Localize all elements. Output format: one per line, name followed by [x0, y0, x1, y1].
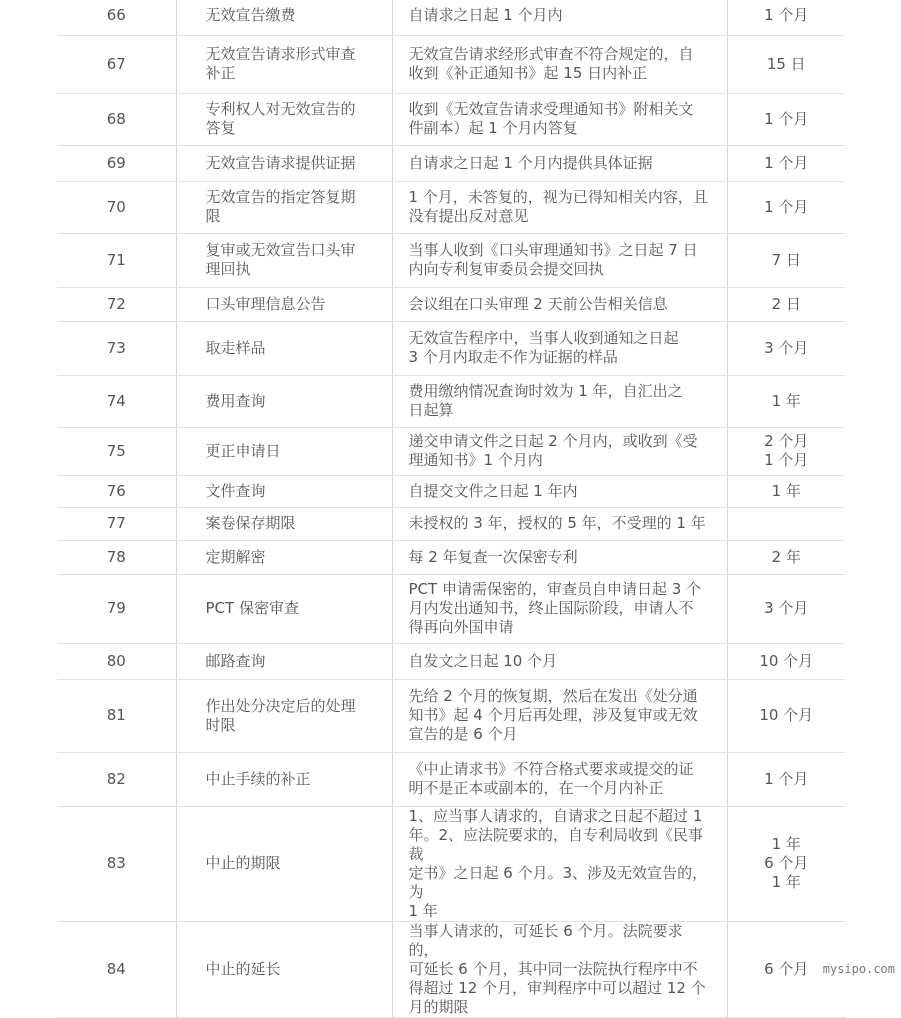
row-number: 81: [106, 706, 126, 724]
table-row: [57, 540, 845, 574]
row-description: PCT 申请需保密的，审查员自申请日起 3 个 月内发出通知书，终止国际阶段，申请人不 得再向外国申请: [408, 580, 702, 636]
row-description-cell: [392, 643, 727, 679]
row-number-cell: [57, 233, 176, 287]
row-number: 84: [106, 959, 126, 978]
row-time-limit-cell: [727, 287, 845, 321]
row-item: 无效宣告请求提供证据: [205, 153, 356, 172]
row-item: 文件查询: [205, 481, 266, 500]
row-item-cell: [176, 181, 392, 233]
row-number: 73: [106, 338, 126, 357]
row-number: 77: [106, 514, 126, 532]
row-description-cell: [392, 540, 727, 574]
watermark: mysipo.com: [822, 962, 895, 976]
row-description: 收到《无效宣告请求受理通知书》附相关文 件副本）起 1 个月内答复: [408, 100, 694, 137]
table-row: [57, 145, 845, 181]
row-item: 中止手续的补正: [205, 769, 311, 788]
table-row: [57, 921, 845, 1017]
row-item-cell: [176, 287, 392, 321]
row-description: 无效宣告程序中，当事人收到通知之日起 3 个月内取走不作为证据的样品: [408, 329, 679, 366]
row-item: 复审或无效宣告口头审 理回执: [205, 241, 356, 278]
row-item: 案卷保存期限: [205, 514, 296, 532]
row-time-limit-cell: [727, 475, 845, 507]
row-description: 会议组在口头审理 2 天前公告相关信息: [408, 294, 668, 313]
table-row: [57, 233, 845, 287]
row-time-limit-cell: [727, 181, 845, 233]
row-number-cell: [57, 574, 176, 643]
row-time-limit-cell: [727, 375, 845, 427]
table-body: [57, 0, 845, 1017]
row-item: 无效宣告缴费: [205, 5, 296, 24]
row-item-cell: [176, 233, 392, 287]
table-row: [57, 574, 845, 643]
row-time-limit-cell: [727, 427, 845, 475]
row-time-limit: 1 个月: [764, 5, 809, 24]
row-description-cell: [392, 507, 727, 540]
row-time-limit-cell: [727, 540, 845, 574]
row-description-cell: [392, 475, 727, 507]
table-row: [57, 35, 845, 93]
row-number-cell: [57, 287, 176, 321]
row-time-limit: 1 个月: [764, 153, 809, 172]
row-item-cell: [176, 475, 392, 507]
row-description-cell: [392, 752, 727, 806]
row-item: 定期解密: [205, 547, 266, 566]
row-number-cell: [57, 0, 176, 35]
row-time-limit: 1 年 6 个月 1 年: [764, 835, 809, 891]
row-time-limit-cell: [727, 752, 845, 806]
row-description: 1、应当事人请求的，自请求之日起不超过 1 年。2、应法院要求的，自专利局收到《民事裁 定书》之日起 6 个月。3、涉及无效宣告的，为 1 年: [408, 806, 708, 920]
row-description-cell: [392, 181, 727, 233]
row-description-cell: [392, 287, 727, 321]
row-item: 取走样品: [205, 338, 266, 357]
row-number: 78: [106, 547, 126, 566]
row-item: 中止的延长: [205, 959, 281, 978]
row-description-cell: [392, 233, 727, 287]
table-row: [57, 181, 845, 233]
row-description: 1 个月，未答复的，视为已得知相关内容，且 没有提出反对意见: [408, 188, 708, 225]
table-row: [57, 321, 845, 375]
row-description: 《中止请求书》不符合格式要求或提交的证 明不是正本或副本的，在一个月内补正: [408, 760, 694, 797]
row-time-limit-cell: [727, 233, 845, 287]
row-number-cell: [57, 475, 176, 507]
row-time-limit: 1 个月: [764, 769, 809, 788]
row-number-cell: [57, 427, 176, 475]
row-number-cell: [57, 679, 176, 752]
row-description-cell: [392, 921, 727, 1017]
row-description-cell: [392, 375, 727, 427]
table-row: [57, 643, 845, 679]
row-description-cell: [392, 93, 727, 145]
row-description: 自请求之日起 1 个月内提供具体证据: [408, 153, 653, 172]
row-time-limit-cell: [727, 35, 845, 93]
row-time-limit-cell: [727, 643, 845, 679]
table-row: [57, 375, 845, 427]
row-number-cell: [57, 145, 176, 181]
row-item: 作出处分决定后的处理 时限: [205, 696, 356, 734]
row-number: 67: [106, 54, 126, 73]
row-description-cell: [392, 427, 727, 475]
row-number-cell: [57, 35, 176, 93]
row-number: 66: [106, 5, 126, 24]
row-item-cell: [176, 375, 392, 427]
row-description-cell: [392, 0, 727, 35]
row-item-cell: [176, 507, 392, 540]
row-description-cell: [392, 574, 727, 643]
row-number-cell: [57, 752, 176, 806]
table-row: [57, 752, 845, 806]
row-item-cell: [176, 321, 392, 375]
row-description: 当事人请求的，可延长 6 个月。法院要求的， 可延长 6 个月，其中同一法院执行程序中不 得超过 12 个月，审判程序中可以超过 12 个 月的期限: [408, 921, 706, 1016]
row-number-cell: [57, 93, 176, 145]
row-description: 递交申请文件之日起 2 个月内，或收到《受 理通知书》1 个月内: [408, 432, 698, 469]
row-number: 76: [106, 481, 126, 500]
row-time-limit-cell: [727, 507, 845, 540]
row-time-limit: 2 年: [771, 547, 801, 566]
row-item: 费用查询: [205, 391, 266, 410]
row-number-cell: [57, 507, 176, 540]
row-number-cell: [57, 643, 176, 679]
row-item-cell: [176, 540, 392, 574]
row-description: 无效宣告请求经形式审查不符合规定的，自 收到《补正通知书》起 15 日内补正: [408, 45, 694, 82]
row-description-cell: [392, 321, 727, 375]
row-description: 每 2 年复查一次保密专利: [408, 547, 578, 566]
row-time-limit: 6 个月: [764, 959, 809, 978]
row-number: 82: [106, 769, 126, 788]
row-number: 69: [106, 153, 126, 172]
row-item-cell: [176, 574, 392, 643]
row-number-cell: [57, 540, 176, 574]
row-description-cell: [392, 145, 727, 181]
row-time-limit: 15 日: [766, 54, 806, 73]
row-item-cell: [176, 752, 392, 806]
row-number-cell: [57, 375, 176, 427]
row-time-limit: 2 日: [771, 294, 801, 313]
row-description: 当事人收到《口头审理通知书》之日起 7 日 内向专利复审委员会提交回执: [408, 241, 698, 278]
row-item: PCT 保密审查: [205, 599, 299, 617]
row-time-limit-cell: [727, 93, 845, 145]
table-row: [57, 427, 845, 475]
table-row: [57, 806, 845, 921]
row-number: 79: [106, 599, 126, 617]
row-description: 自请求之日起 1 个月内: [408, 5, 563, 24]
table-row: [57, 93, 845, 145]
table-row: [57, 0, 845, 35]
row-number: 70: [106, 197, 126, 216]
row-number: 71: [106, 250, 126, 269]
row-description: 先给 2 个月的恢复期，然后在发出《处分通 知书》起 4 个月后再处理，涉及复审或无效 宣告的是 6 个月: [408, 687, 698, 743]
row-time-limit-cell: [727, 321, 845, 375]
row-time-limit-cell: [727, 145, 845, 181]
row-item-cell: [176, 921, 392, 1017]
row-time-limit: 7 日: [771, 250, 801, 269]
row-item: 邮路查询: [205, 651, 266, 670]
row-item-cell: [176, 35, 392, 93]
row-time-limit-cell: [727, 806, 845, 921]
row-description: 未授权的 3 年，授权的 5 年，不受理的 1 年: [408, 514, 706, 532]
row-time-limit: 1 个月: [764, 197, 809, 216]
row-time-limit: 2 个月 1 个月: [764, 432, 809, 469]
row-item-cell: [176, 93, 392, 145]
row-item: 口头审理信息公告: [205, 294, 326, 313]
row-time-limit: 1 年: [771, 481, 801, 500]
row-item: 无效宣告的指定答复期 限: [205, 188, 356, 225]
row-description: 自发文之日起 10 个月: [408, 651, 558, 670]
row-number: 83: [106, 854, 126, 872]
row-time-limit-cell: [727, 0, 845, 35]
row-number-cell: [57, 181, 176, 233]
table-row: [57, 475, 845, 507]
row-number: 74: [106, 391, 126, 410]
row-time-limit: 3 个月: [764, 338, 809, 357]
row-time-limit: 10 个月: [759, 706, 814, 724]
row-item: 中止的期限: [205, 854, 281, 872]
row-number-cell: [57, 921, 176, 1017]
row-description: 费用缴纳情况查询时效为 1 年，自汇出之 日起算: [408, 382, 683, 419]
row-description: 自提交文件之日起 1 年内: [408, 481, 578, 500]
row-item-cell: [176, 806, 392, 921]
row-number: 72: [106, 294, 126, 313]
row-item: 专利权人对无效宣告的 答复: [205, 100, 356, 137]
row-number: 75: [106, 441, 126, 460]
row-description-cell: [392, 35, 727, 93]
table-row: [57, 507, 845, 540]
row-item: 无效宣告请求形式审查 补正: [205, 45, 356, 82]
row-item-cell: [176, 679, 392, 752]
row-time-limit-cell: [727, 574, 845, 643]
row-time-limit: 1 年: [771, 391, 801, 410]
row-item-cell: [176, 0, 392, 35]
row-time-limit: 10 个月: [759, 651, 814, 670]
row-time-limit: 3 个月: [764, 599, 809, 617]
row-item-cell: [176, 145, 392, 181]
row-item: 更正申请日: [205, 441, 281, 460]
row-item-cell: [176, 427, 392, 475]
row-time-limit-cell: [727, 679, 845, 752]
row-number: 68: [106, 109, 126, 128]
row-description-cell: [392, 806, 727, 921]
table-row: [57, 287, 845, 321]
row-number: 80: [106, 651, 126, 670]
row-number-cell: [57, 806, 176, 921]
time-limit-table: [57, 0, 845, 1018]
row-description-cell: [392, 679, 727, 752]
row-item-cell: [176, 643, 392, 679]
table-row: [57, 679, 845, 752]
row-number-cell: [57, 321, 176, 375]
row-time-limit: 1 个月: [764, 109, 809, 128]
